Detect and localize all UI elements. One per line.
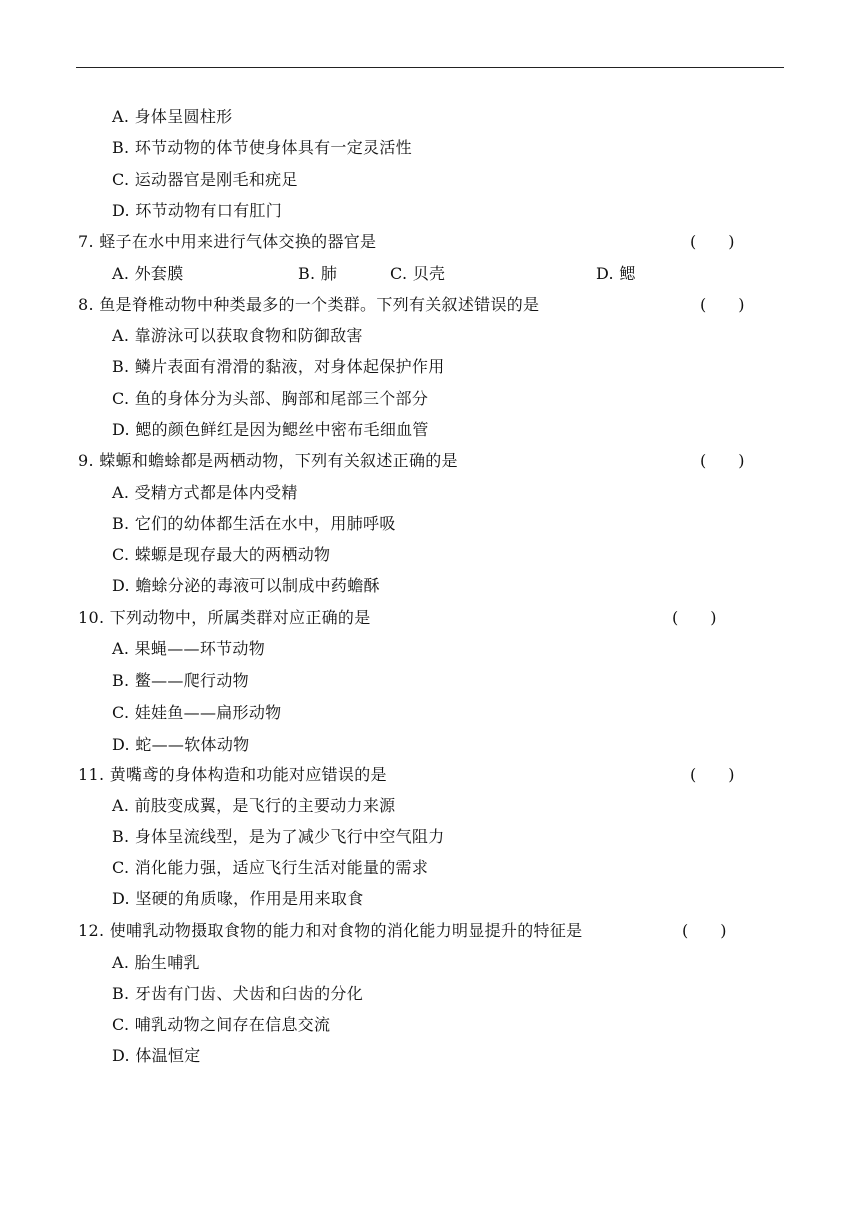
q8-stem: 8. 鱼是脊椎动物中种类最多的一个类群。下列有关叙述错误的是 [78,295,540,314]
q11-answer-blank: ( ) [690,765,735,784]
q7-option-b: B. 肺 [298,264,338,283]
q7-stem: 7. 蛏子在水中用来进行气体交换的器官是 [78,232,377,251]
q10-option-b: B. 鳖——爬行动物 [112,671,249,690]
q6-option-a: A. 身体呈圆柱形 [112,107,233,126]
q9-option-a: A. 受精方式都是体内受精 [112,483,298,502]
q8-option-b: B. 鳞片表面有滑滑的黏液，对身体起保护作用 [112,357,445,376]
q9-stem: 9. 蝾螈和蟾蜍都是两栖动物，下列有关叙述正确的是 [78,451,458,470]
header-rule [76,67,784,68]
q8-option-d: D. 鳃的颜色鲜红是因为鳃丝中密布毛细血管 [112,420,429,439]
q12-option-c: C. 哺乳动物之间存在信息交流 [112,1015,331,1034]
q9-option-c: C. 蝾螈是现存最大的两栖动物 [112,545,331,564]
q10-stem: 10. 下列动物中，所属类群对应正确的是 [78,608,371,627]
q12-option-b: B. 牙齿有门齿、犬齿和臼齿的分化 [112,984,364,1003]
q8-answer-blank: ( ) [700,295,745,314]
q11-option-a: A. 前肢变成翼，是飞行的主要动力来源 [112,796,396,815]
q9-option-b: B. 它们的幼体都生活在水中，用肺呼吸 [112,514,396,533]
q8-option-a: A. 靠游泳可以获取食物和防御敌害 [112,326,363,345]
q8-option-c: C. 鱼的身体分为头部、胸部和尾部三个部分 [112,389,429,408]
q11-option-c: C. 消化能力强，适应飞行生活对能量的需求 [112,858,429,877]
q10-option-a: A. 果蝇——环节动物 [112,639,266,658]
q6-option-d: D. 环节动物有口有肛门 [112,201,283,220]
q7-option-a: A. 外套膜 [112,264,184,283]
q10-option-c: C. 娃娃鱼——扁形动物 [112,703,282,722]
q12-option-a: A. 胎生哺乳 [112,953,200,972]
q9-answer-blank: ( ) [700,451,745,470]
q6-option-c: C. 运动器官是刚毛和疣足 [112,170,298,189]
q7-answer-blank: ( ) [690,232,735,251]
q11-option-d: D. 坚硬的角质喙，作用是用来取食 [112,889,364,908]
q7-option-c: C. 贝壳 [390,264,446,283]
q12-option-d: D. 体温恒定 [112,1046,201,1065]
q11-option-b: B. 身体呈流线型，是为了减少飞行中空气阻力 [112,827,445,846]
q11-stem: 11. 黄嘴鸢的身体构造和功能对应错误的是 [78,765,387,784]
q10-answer-blank: ( ) [672,608,717,627]
q12-stem: 12. 使哺乳动物摄取食物的能力和对食物的消化能力明显提升的特征是 [78,921,583,940]
q9-option-d: D. 蟾蜍分泌的毒液可以制成中药蟾酥 [112,576,380,595]
q10-option-d: D. 蛇——软体动物 [112,735,250,754]
q7-option-d: D. 鳃 [596,264,636,283]
q12-answer-blank: ( ) [682,921,727,940]
q6-option-b: B. 环节动物的体节使身体具有一定灵活性 [112,138,412,157]
